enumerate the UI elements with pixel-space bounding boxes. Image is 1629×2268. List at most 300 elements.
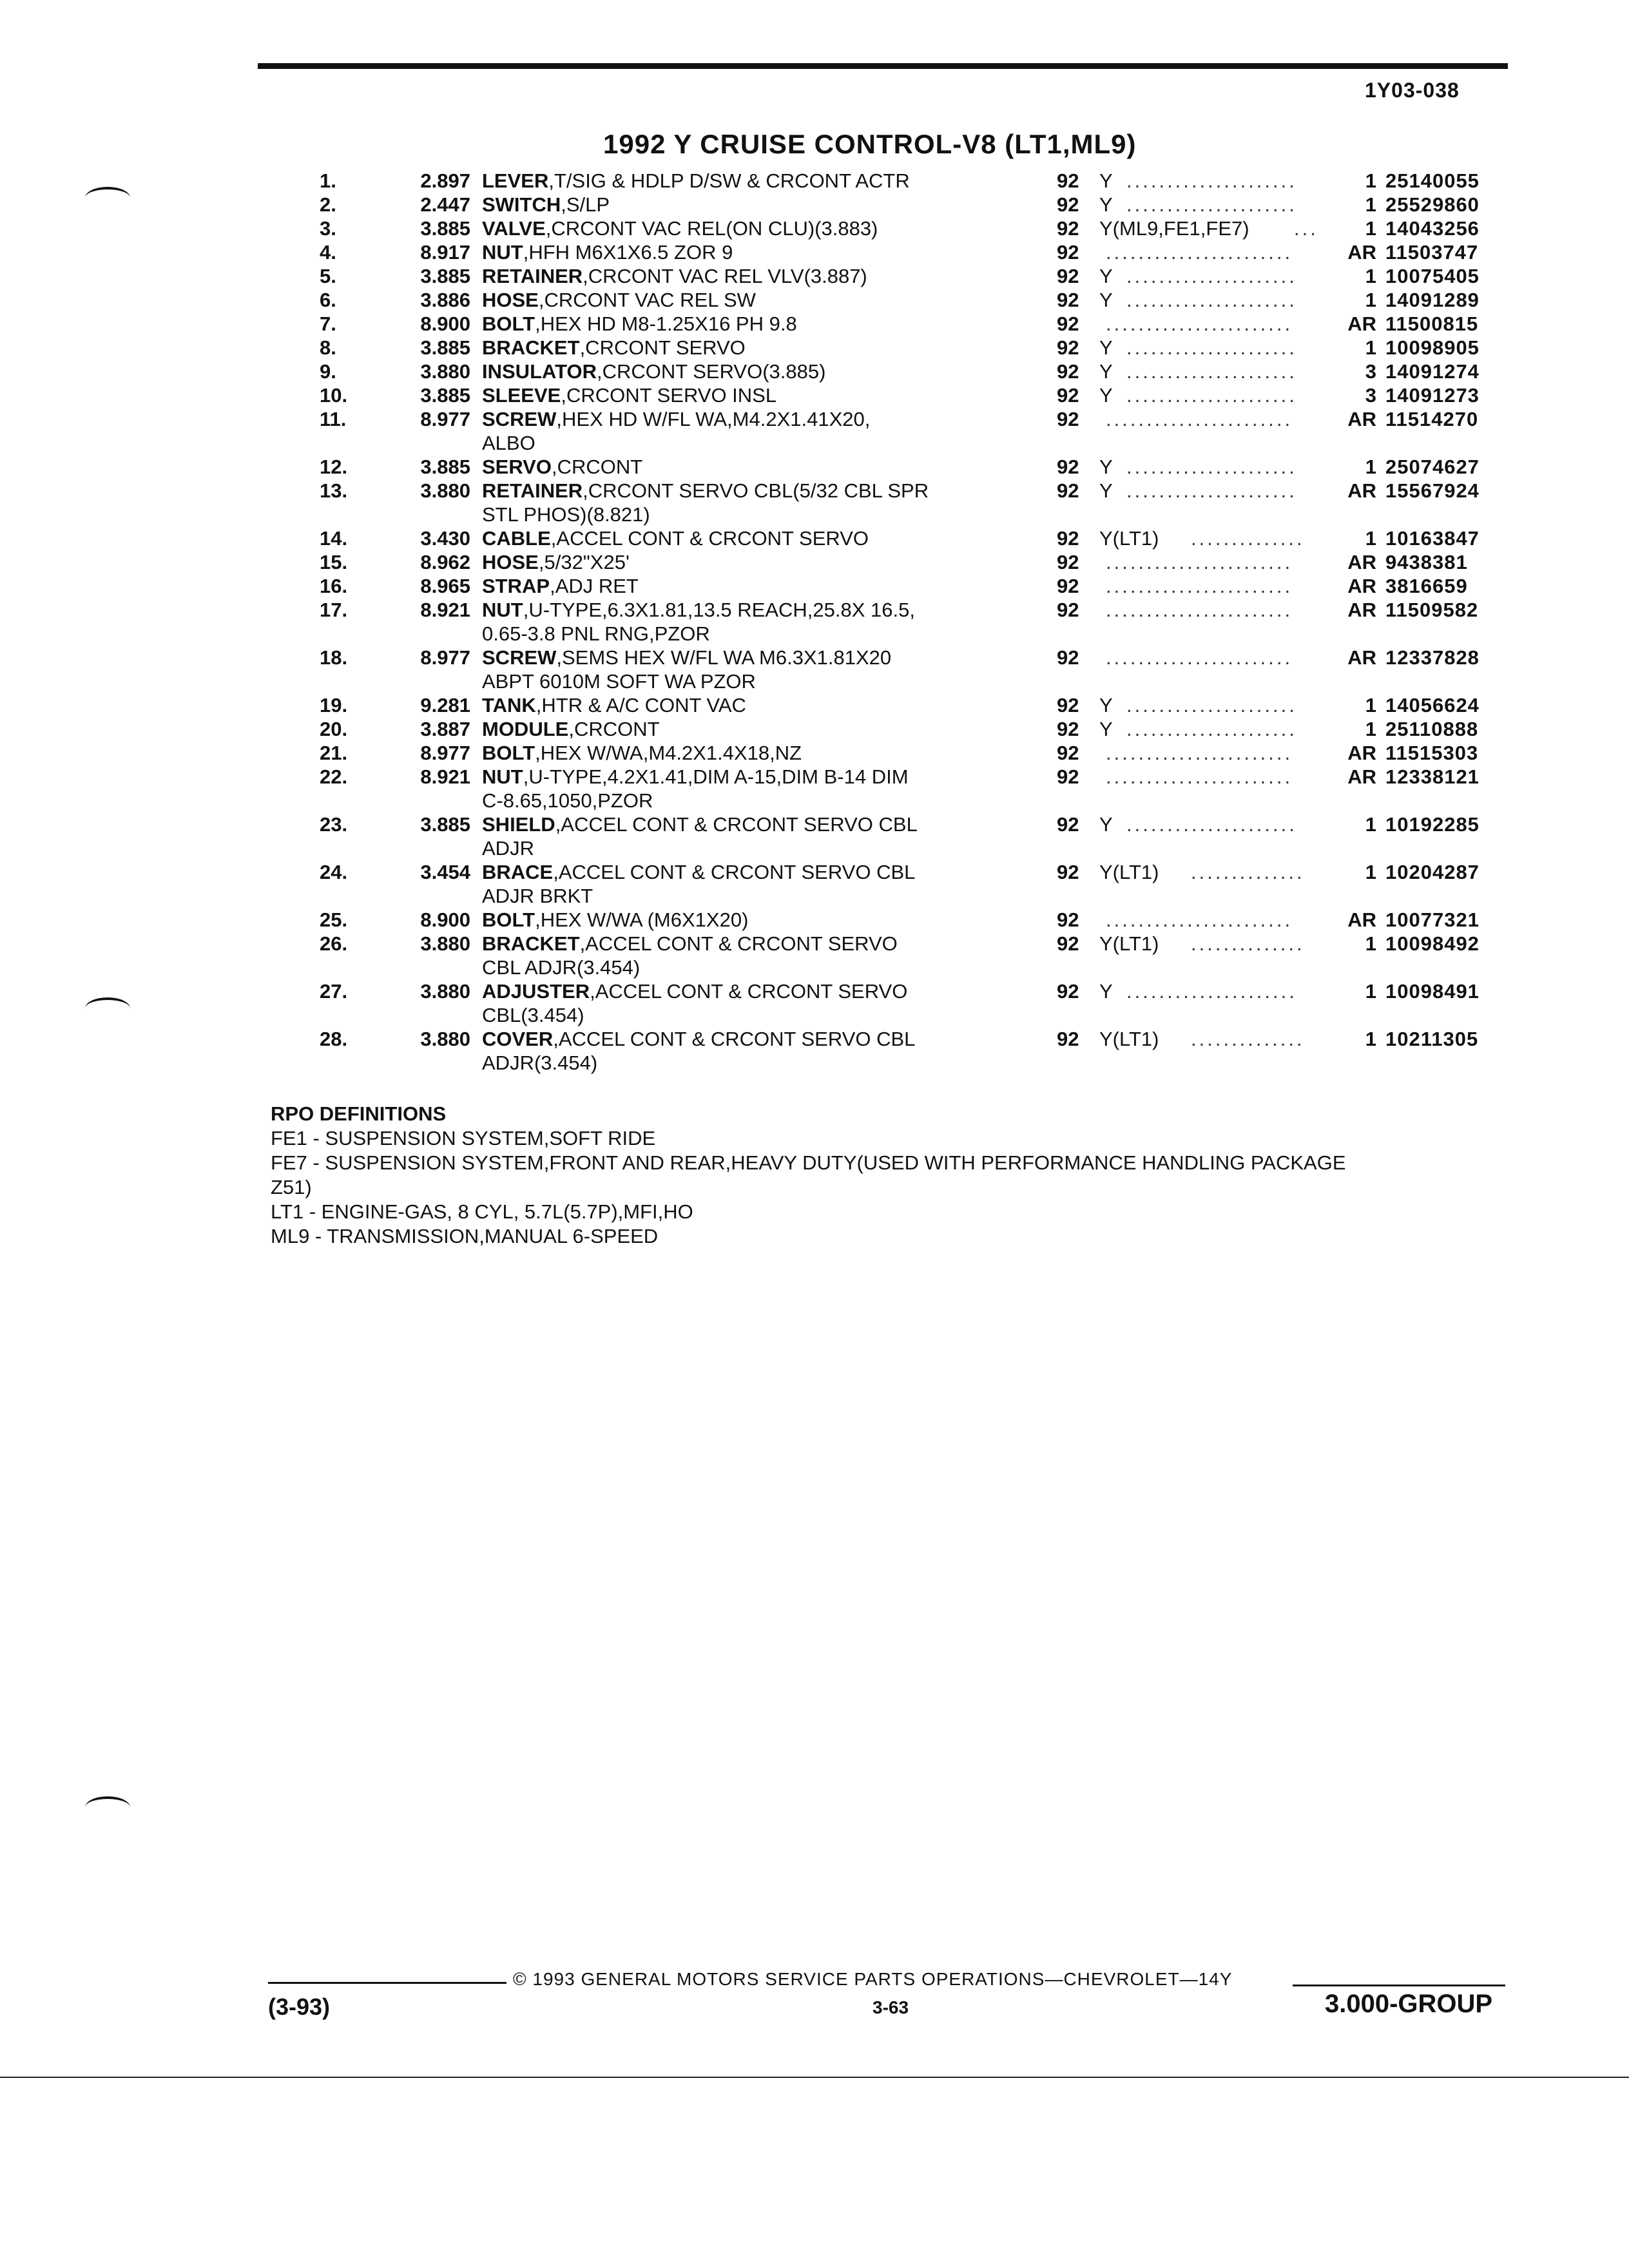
model-year: 92 bbox=[1057, 527, 1079, 550]
part-name: COVER bbox=[482, 1028, 554, 1050]
part-description bbox=[482, 550, 630, 574]
leader-dots: ..................... bbox=[1126, 813, 1297, 836]
part-name: HOSE bbox=[482, 551, 539, 573]
quantity: AR bbox=[1347, 551, 1376, 573]
model-code: Y bbox=[1099, 718, 1113, 740]
part-number: 25140055 bbox=[1385, 169, 1480, 192]
group-number: 8.977 bbox=[420, 408, 470, 430]
leader-dots: .............. bbox=[1191, 932, 1305, 955]
group-number: 8.921 bbox=[420, 599, 470, 621]
part-detail: ,ACCEL CONT & CRCONT SERVO CBL bbox=[553, 861, 916, 883]
part-number: 14091289 bbox=[1385, 289, 1480, 311]
leader-dots: ....................... bbox=[1106, 312, 1293, 335]
quantity: AR bbox=[1347, 479, 1376, 502]
leader-dots: ..................... bbox=[1126, 384, 1297, 407]
item-number: 17. bbox=[320, 599, 348, 621]
model-code: Y bbox=[1099, 479, 1113, 502]
model-year: 92 bbox=[1057, 1028, 1079, 1050]
quantity: AR bbox=[1347, 408, 1376, 430]
model-year: 92 bbox=[1057, 932, 1079, 955]
item-number: 11. bbox=[320, 408, 347, 430]
quantity: AR bbox=[1347, 241, 1376, 264]
part-description bbox=[482, 765, 909, 789]
group-number: 3.430 bbox=[420, 527, 470, 550]
group-number: 8.900 bbox=[420, 908, 470, 931]
leader-dots: ....................... bbox=[1106, 551, 1293, 573]
part-number: 10077321 bbox=[1385, 908, 1480, 931]
group-number: 2.447 bbox=[420, 193, 470, 216]
part-description bbox=[482, 932, 898, 956]
part-description bbox=[482, 1027, 915, 1051]
part-name: RETAINER bbox=[482, 265, 583, 287]
part-name: SERVO bbox=[482, 456, 552, 478]
item-number: 9. bbox=[320, 360, 336, 383]
model-code: Y bbox=[1099, 456, 1113, 478]
item-number: 10. bbox=[320, 384, 348, 407]
leader-dots: ..................... bbox=[1126, 265, 1297, 287]
part-detail: ,S/LP bbox=[561, 193, 610, 216]
footer-rule-right bbox=[1293, 1984, 1505, 1986]
leader-dots: ..................... bbox=[1126, 694, 1297, 716]
part-number: 10075405 bbox=[1385, 265, 1480, 287]
model-year: 92 bbox=[1057, 360, 1079, 383]
quantity: 1 bbox=[1365, 1028, 1376, 1050]
part-detail: ,U-TYPE,6.3X1.81,13.5 REACH,25.8X 16.5, bbox=[523, 599, 915, 621]
part-name: BOLT bbox=[482, 742, 535, 764]
item-number: 23. bbox=[320, 813, 348, 836]
model-year: 92 bbox=[1057, 384, 1079, 407]
rpo-line: LT1 - ENGINE-GAS, 8 CYL, 5.7L(5.7P),MFI,HO bbox=[271, 1200, 693, 1223]
part-description-continued: CBL(3.454) bbox=[482, 1004, 584, 1026]
leader-dots: ..................... bbox=[1126, 360, 1297, 383]
quantity: 1 bbox=[1365, 980, 1376, 1003]
leader-dots: ....................... bbox=[1106, 408, 1293, 430]
punch-mark bbox=[85, 997, 130, 1019]
part-description bbox=[482, 598, 915, 622]
leader-dots: ..................... bbox=[1126, 336, 1297, 359]
footer-page-number: 3-63 bbox=[872, 1997, 909, 2017]
part-description bbox=[482, 360, 825, 383]
model-year: 92 bbox=[1057, 217, 1079, 240]
group-number: 8.977 bbox=[420, 742, 470, 764]
part-detail: ,HEX HD W/FL WA,M4.2X1.41X20, bbox=[556, 408, 871, 430]
quantity: 1 bbox=[1365, 193, 1376, 216]
model-year: 92 bbox=[1057, 765, 1079, 788]
group-number: 8.977 bbox=[420, 646, 470, 669]
quantity: 1 bbox=[1365, 813, 1376, 836]
bottom-rule bbox=[0, 2077, 1629, 2078]
part-detail: ,CRCONT SERVO bbox=[579, 336, 746, 359]
part-name: NUT bbox=[482, 599, 523, 621]
model-year: 92 bbox=[1057, 289, 1079, 311]
part-number: 25110888 bbox=[1385, 718, 1479, 740]
leader-dots: .............. bbox=[1191, 861, 1305, 883]
part-description bbox=[482, 741, 802, 765]
model-code: Y bbox=[1099, 193, 1113, 216]
quantity: 1 bbox=[1365, 217, 1376, 240]
part-number: 9438381 bbox=[1385, 551, 1468, 573]
rpo-heading: RPO DEFINITIONS bbox=[271, 1102, 447, 1125]
leader-dots: ..................... bbox=[1126, 718, 1297, 740]
part-detail: ,HEX HD M8-1.25X16 PH 9.8 bbox=[535, 312, 797, 335]
part-description-continued: STL PHOS)(8.821) bbox=[482, 503, 650, 526]
part-description bbox=[482, 312, 797, 336]
part-detail: ,CRCONT SERVO CBL(5/32 CBL SPR bbox=[583, 479, 929, 502]
part-number: 25529860 bbox=[1385, 193, 1480, 216]
quantity: AR bbox=[1347, 646, 1376, 669]
part-detail: ,5/32"X25' bbox=[538, 551, 630, 573]
item-number: 20. bbox=[320, 718, 348, 740]
part-description-continued: 0.65-3.8 PNL RNG,PZOR bbox=[482, 622, 710, 645]
item-number: 7. bbox=[320, 312, 336, 335]
punch-mark bbox=[85, 187, 130, 209]
item-number: 3. bbox=[320, 217, 336, 240]
model-code: Y(LT1) bbox=[1099, 1028, 1159, 1050]
quantity: 1 bbox=[1365, 527, 1376, 550]
part-detail: ,CRCONT VAC REL VLV(3.887) bbox=[583, 265, 867, 287]
model-code: Y bbox=[1099, 813, 1113, 836]
part-name: SLEEVE bbox=[482, 384, 561, 407]
part-description bbox=[482, 264, 867, 288]
group-number: 3.880 bbox=[420, 1028, 470, 1050]
leader-dots: ....................... bbox=[1106, 646, 1293, 669]
part-number: 15567924 bbox=[1385, 479, 1480, 502]
model-year: 92 bbox=[1057, 646, 1079, 669]
part-name: TANK bbox=[482, 694, 536, 716]
quantity: AR bbox=[1347, 312, 1376, 335]
part-detail: ,ACCEL CONT & CRCONT SERVO CBL bbox=[553, 1028, 916, 1050]
leader-dots: ....................... bbox=[1106, 575, 1293, 597]
punch-mark bbox=[85, 1796, 130, 1818]
quantity: 3 bbox=[1365, 360, 1376, 383]
part-description bbox=[482, 693, 746, 717]
part-description bbox=[482, 526, 869, 550]
part-detail: ,U-TYPE,4.2X1.41,DIM A-15,DIM B-14 DIM bbox=[523, 765, 909, 788]
model-code: Y(ML9,FE1,FE7) bbox=[1099, 217, 1249, 240]
part-detail: ,CRCONT SERVO(3.885) bbox=[596, 360, 826, 383]
item-number: 12. bbox=[320, 456, 348, 478]
item-number: 15. bbox=[320, 551, 348, 573]
part-detail: ,CRCONT bbox=[551, 456, 643, 478]
model-year: 92 bbox=[1057, 193, 1079, 216]
quantity: 1 bbox=[1365, 289, 1376, 311]
quantity: 1 bbox=[1365, 718, 1376, 740]
model-year: 92 bbox=[1057, 575, 1079, 597]
group-number: 3.887 bbox=[420, 718, 470, 740]
part-name: STRAP bbox=[482, 575, 550, 597]
part-name: MODULE bbox=[482, 718, 569, 740]
part-description bbox=[482, 193, 610, 216]
part-number: 25074627 bbox=[1385, 456, 1480, 478]
part-description bbox=[482, 240, 733, 264]
part-detail: ,SEMS HEX W/FL WA M6.3X1.81X20 bbox=[556, 646, 892, 669]
part-name: BRACKET bbox=[482, 336, 580, 359]
part-detail: ,HEX W/WA,M4.2X1.4X18,NZ bbox=[535, 742, 802, 764]
leader-dots: ..................... bbox=[1126, 289, 1297, 311]
part-name: SCREW bbox=[482, 646, 557, 669]
part-detail: ,HFH M6X1X6.5 ZOR 9 bbox=[523, 241, 733, 264]
part-name: INSULATOR bbox=[482, 360, 597, 383]
model-year: 92 bbox=[1057, 479, 1079, 502]
model-year: 92 bbox=[1057, 551, 1079, 573]
part-detail: ,CRCONT VAC REL SW bbox=[538, 289, 756, 311]
part-number: 10211305 bbox=[1385, 1028, 1479, 1050]
quantity: 3 bbox=[1365, 384, 1376, 407]
group-number: 3.880 bbox=[420, 479, 470, 502]
item-number: 4. bbox=[320, 241, 336, 264]
part-description-continued: ADJR BRKT bbox=[482, 885, 593, 907]
part-number: 3816659 bbox=[1385, 575, 1468, 597]
leader-dots: ..................... bbox=[1126, 980, 1297, 1003]
group-number: 3.454 bbox=[420, 861, 470, 883]
model-year: 92 bbox=[1057, 599, 1079, 621]
part-detail: ,ACCEL CONT & CRCONT SERVO bbox=[579, 932, 898, 955]
part-number: 10098491 bbox=[1385, 980, 1480, 1003]
leader-dots: ..................... bbox=[1126, 479, 1297, 502]
group-number: 9.281 bbox=[420, 694, 470, 716]
model-code: Y bbox=[1099, 265, 1113, 287]
item-number: 14. bbox=[320, 527, 348, 550]
quantity: 1 bbox=[1365, 336, 1376, 359]
item-number: 24. bbox=[320, 861, 348, 883]
model-year: 92 bbox=[1057, 456, 1079, 478]
item-number: 26. bbox=[320, 932, 348, 955]
part-detail: ,ACCEL CONT & CRCONT SERVO CBL bbox=[555, 813, 918, 836]
part-number: 12337828 bbox=[1385, 646, 1480, 669]
part-detail: ,HEX W/WA (M6X1X20) bbox=[535, 908, 749, 931]
group-number: 8.962 bbox=[420, 551, 470, 573]
leader-dots: ... bbox=[1294, 217, 1318, 240]
model-code: Y bbox=[1099, 336, 1113, 359]
rpo-definitions bbox=[271, 1102, 1346, 1249]
item-number: 8. bbox=[320, 336, 336, 359]
part-name: BOLT bbox=[482, 312, 535, 335]
group-number: 3.885 bbox=[420, 384, 470, 407]
quantity: AR bbox=[1347, 908, 1376, 931]
footer-rule-left bbox=[268, 1982, 506, 1984]
model-year: 92 bbox=[1057, 241, 1079, 264]
part-description bbox=[482, 407, 870, 431]
leader-dots: .............. bbox=[1191, 1028, 1305, 1050]
group-number: 2.897 bbox=[420, 169, 470, 192]
part-description-continued: ALBO bbox=[482, 432, 535, 454]
part-name: CABLE bbox=[482, 527, 551, 550]
leader-dots: .............. bbox=[1191, 527, 1305, 550]
part-number: 10163847 bbox=[1385, 527, 1480, 550]
part-description-continued: C-8.65,1050,PZOR bbox=[482, 789, 653, 812]
group-number: 3.885 bbox=[420, 456, 470, 478]
model-code: Y bbox=[1099, 384, 1113, 407]
model-code: Y bbox=[1099, 694, 1113, 716]
model-year: 92 bbox=[1057, 813, 1079, 836]
part-number: 12338121 bbox=[1385, 765, 1480, 788]
leader-dots: ....................... bbox=[1106, 599, 1293, 621]
part-name: BOLT bbox=[482, 908, 535, 931]
part-detail: ,CRCONT VAC REL(ON CLU)(3.883) bbox=[545, 217, 878, 240]
item-number: 21. bbox=[320, 742, 348, 764]
part-name: ADJUSTER bbox=[482, 980, 590, 1003]
item-number: 28. bbox=[320, 1028, 348, 1050]
part-name: SWITCH bbox=[482, 193, 561, 216]
part-description bbox=[482, 812, 918, 836]
part-description bbox=[482, 574, 639, 598]
part-number: 14091274 bbox=[1385, 360, 1480, 383]
part-number: 14043256 bbox=[1385, 217, 1480, 240]
part-number: 11500815 bbox=[1385, 312, 1479, 335]
part-number: 10098905 bbox=[1385, 336, 1480, 359]
part-number: 11515303 bbox=[1385, 742, 1479, 764]
footer-group: 3.000-GROUP bbox=[1325, 1990, 1493, 2018]
rpo-line: FE7 - SUSPENSION SYSTEM,FRONT AND REAR,HEAVY DUTY(USED WITH PERFORMANCE HANDLING PACKAGE bbox=[271, 1151, 1346, 1174]
group-number: 8.921 bbox=[420, 765, 470, 788]
item-number: 5. bbox=[320, 265, 336, 287]
model-code: Y bbox=[1099, 169, 1113, 192]
model-code: Y(LT1) bbox=[1099, 861, 1159, 883]
part-description bbox=[482, 288, 756, 312]
model-year: 92 bbox=[1057, 980, 1079, 1003]
model-code: Y(LT1) bbox=[1099, 932, 1159, 955]
group-number: 3.885 bbox=[420, 336, 470, 359]
part-number: 11503747 bbox=[1385, 241, 1479, 264]
group-number: 3.885 bbox=[420, 265, 470, 287]
item-number: 1. bbox=[320, 169, 336, 192]
group-number: 3.880 bbox=[420, 932, 470, 955]
model-code: Y bbox=[1099, 980, 1113, 1003]
item-number: 16. bbox=[320, 575, 348, 597]
group-number: 3.885 bbox=[420, 813, 470, 836]
model-code: Y bbox=[1099, 360, 1113, 383]
part-description bbox=[482, 646, 891, 669]
part-detail: ,ADJ RET bbox=[550, 575, 639, 597]
top-rule bbox=[258, 63, 1508, 69]
part-name: BRACKET bbox=[482, 932, 580, 955]
part-detail: ,ACCEL CONT & CRCONT SERVO bbox=[590, 980, 908, 1003]
part-number: 11509582 bbox=[1385, 599, 1479, 621]
quantity: 1 bbox=[1365, 932, 1376, 955]
part-name: NUT bbox=[482, 765, 523, 788]
model-year: 92 bbox=[1057, 742, 1079, 764]
part-name: BRACE bbox=[482, 861, 554, 883]
leader-dots: ..................... bbox=[1126, 193, 1297, 216]
part-description bbox=[482, 455, 642, 479]
quantity: AR bbox=[1347, 599, 1376, 621]
item-number: 18. bbox=[320, 646, 348, 669]
part-name: SHIELD bbox=[482, 813, 555, 836]
group-number: 3.885 bbox=[420, 217, 470, 240]
leader-dots: ....................... bbox=[1106, 742, 1293, 764]
quantity: AR bbox=[1347, 742, 1376, 764]
leader-dots: ....................... bbox=[1106, 908, 1293, 931]
footer-copyright: © 1993 GENERAL MOTORS SERVICE PARTS OPERATIONS—CHEVROLET—14Y bbox=[513, 1969, 1233, 1989]
part-detail: ,CRCONT bbox=[568, 718, 660, 740]
model-year: 92 bbox=[1057, 718, 1079, 740]
quantity: 1 bbox=[1365, 456, 1376, 478]
footer-date-code: (3-93) bbox=[268, 1994, 331, 2020]
model-year: 92 bbox=[1057, 312, 1079, 335]
part-number: 14091273 bbox=[1385, 384, 1480, 407]
model-year: 92 bbox=[1057, 169, 1079, 192]
part-description bbox=[482, 908, 748, 932]
part-name: VALVE bbox=[482, 217, 546, 240]
part-number: 10098492 bbox=[1385, 932, 1480, 955]
item-number: 27. bbox=[320, 980, 348, 1003]
item-number: 13. bbox=[320, 479, 348, 502]
quantity: AR bbox=[1347, 765, 1376, 788]
part-name: NUT bbox=[482, 241, 523, 264]
part-description-continued: CBL ADJR(3.454) bbox=[482, 956, 641, 979]
group-number: 8.965 bbox=[420, 575, 470, 597]
part-description-continued: ADJR(3.454) bbox=[482, 1052, 598, 1074]
part-detail: ,ACCEL CONT & CRCONT SERVO bbox=[550, 527, 869, 550]
leader-dots: ....................... bbox=[1106, 241, 1293, 264]
model-year: 92 bbox=[1057, 336, 1079, 359]
part-name: LEVER bbox=[482, 169, 549, 192]
leader-dots: ..................... bbox=[1126, 169, 1297, 192]
part-description bbox=[482, 169, 910, 193]
model-year: 92 bbox=[1057, 861, 1079, 883]
group-number: 3.886 bbox=[420, 289, 470, 311]
part-description bbox=[482, 860, 915, 884]
rpo-line: FE1 - SUSPENSION SYSTEM,SOFT RIDE bbox=[271, 1127, 656, 1149]
model-year: 92 bbox=[1057, 694, 1079, 716]
rpo-line: ML9 - TRANSMISSION,MANUAL 6-SPEED bbox=[271, 1225, 659, 1247]
page-code: 1Y03-038 bbox=[1365, 79, 1460, 102]
part-description bbox=[482, 717, 660, 741]
group-number: 8.900 bbox=[420, 312, 470, 335]
part-name: HOSE bbox=[482, 289, 539, 311]
page-title: 1992 Y CRUISE CONTROL-V8 (LT1,ML9) bbox=[603, 129, 1137, 159]
part-description-continued: ADJR bbox=[482, 837, 534, 860]
part-description bbox=[482, 479, 929, 503]
model-code: Y(LT1) bbox=[1099, 527, 1159, 550]
quantity: 1 bbox=[1365, 694, 1376, 716]
quantity: 1 bbox=[1365, 861, 1376, 883]
part-description bbox=[482, 336, 746, 360]
quantity: 1 bbox=[1365, 169, 1376, 192]
item-number: 22. bbox=[320, 765, 348, 788]
leader-dots: ....................... bbox=[1106, 765, 1293, 788]
part-detail: ,CRCONT SERVO INSL bbox=[561, 384, 777, 407]
quantity: AR bbox=[1347, 575, 1376, 597]
part-number: 14056624 bbox=[1385, 694, 1480, 716]
part-description bbox=[482, 979, 907, 1003]
group-number: 3.880 bbox=[420, 360, 470, 383]
model-code: Y bbox=[1099, 289, 1113, 311]
item-number: 19. bbox=[320, 694, 348, 716]
model-year: 92 bbox=[1057, 408, 1079, 430]
item-number: 2. bbox=[320, 193, 336, 216]
part-number: 11514270 bbox=[1385, 408, 1479, 430]
model-year: 92 bbox=[1057, 265, 1079, 287]
part-number: 10204287 bbox=[1385, 861, 1480, 883]
item-number: 6. bbox=[320, 289, 336, 311]
part-detail: ,T/SIG & HDLP D/SW & CRCONT ACTR bbox=[548, 169, 910, 192]
part-description bbox=[482, 216, 878, 240]
leader-dots: ..................... bbox=[1126, 456, 1297, 478]
group-number: 3.880 bbox=[420, 980, 470, 1003]
part-detail: ,HTR & A/C CONT VAC bbox=[535, 694, 746, 716]
item-number: 25. bbox=[320, 908, 348, 931]
rpo-line: Z51) bbox=[271, 1176, 312, 1198]
model-year: 92 bbox=[1057, 908, 1079, 931]
part-description bbox=[482, 383, 776, 407]
part-description-continued: ABPT 6010M SOFT WA PZOR bbox=[482, 670, 756, 693]
part-name: RETAINER bbox=[482, 479, 583, 502]
part-number: 10192285 bbox=[1385, 813, 1480, 836]
part-name: SCREW bbox=[482, 408, 557, 430]
group-number: 8.917 bbox=[420, 241, 470, 264]
quantity: 1 bbox=[1365, 265, 1376, 287]
